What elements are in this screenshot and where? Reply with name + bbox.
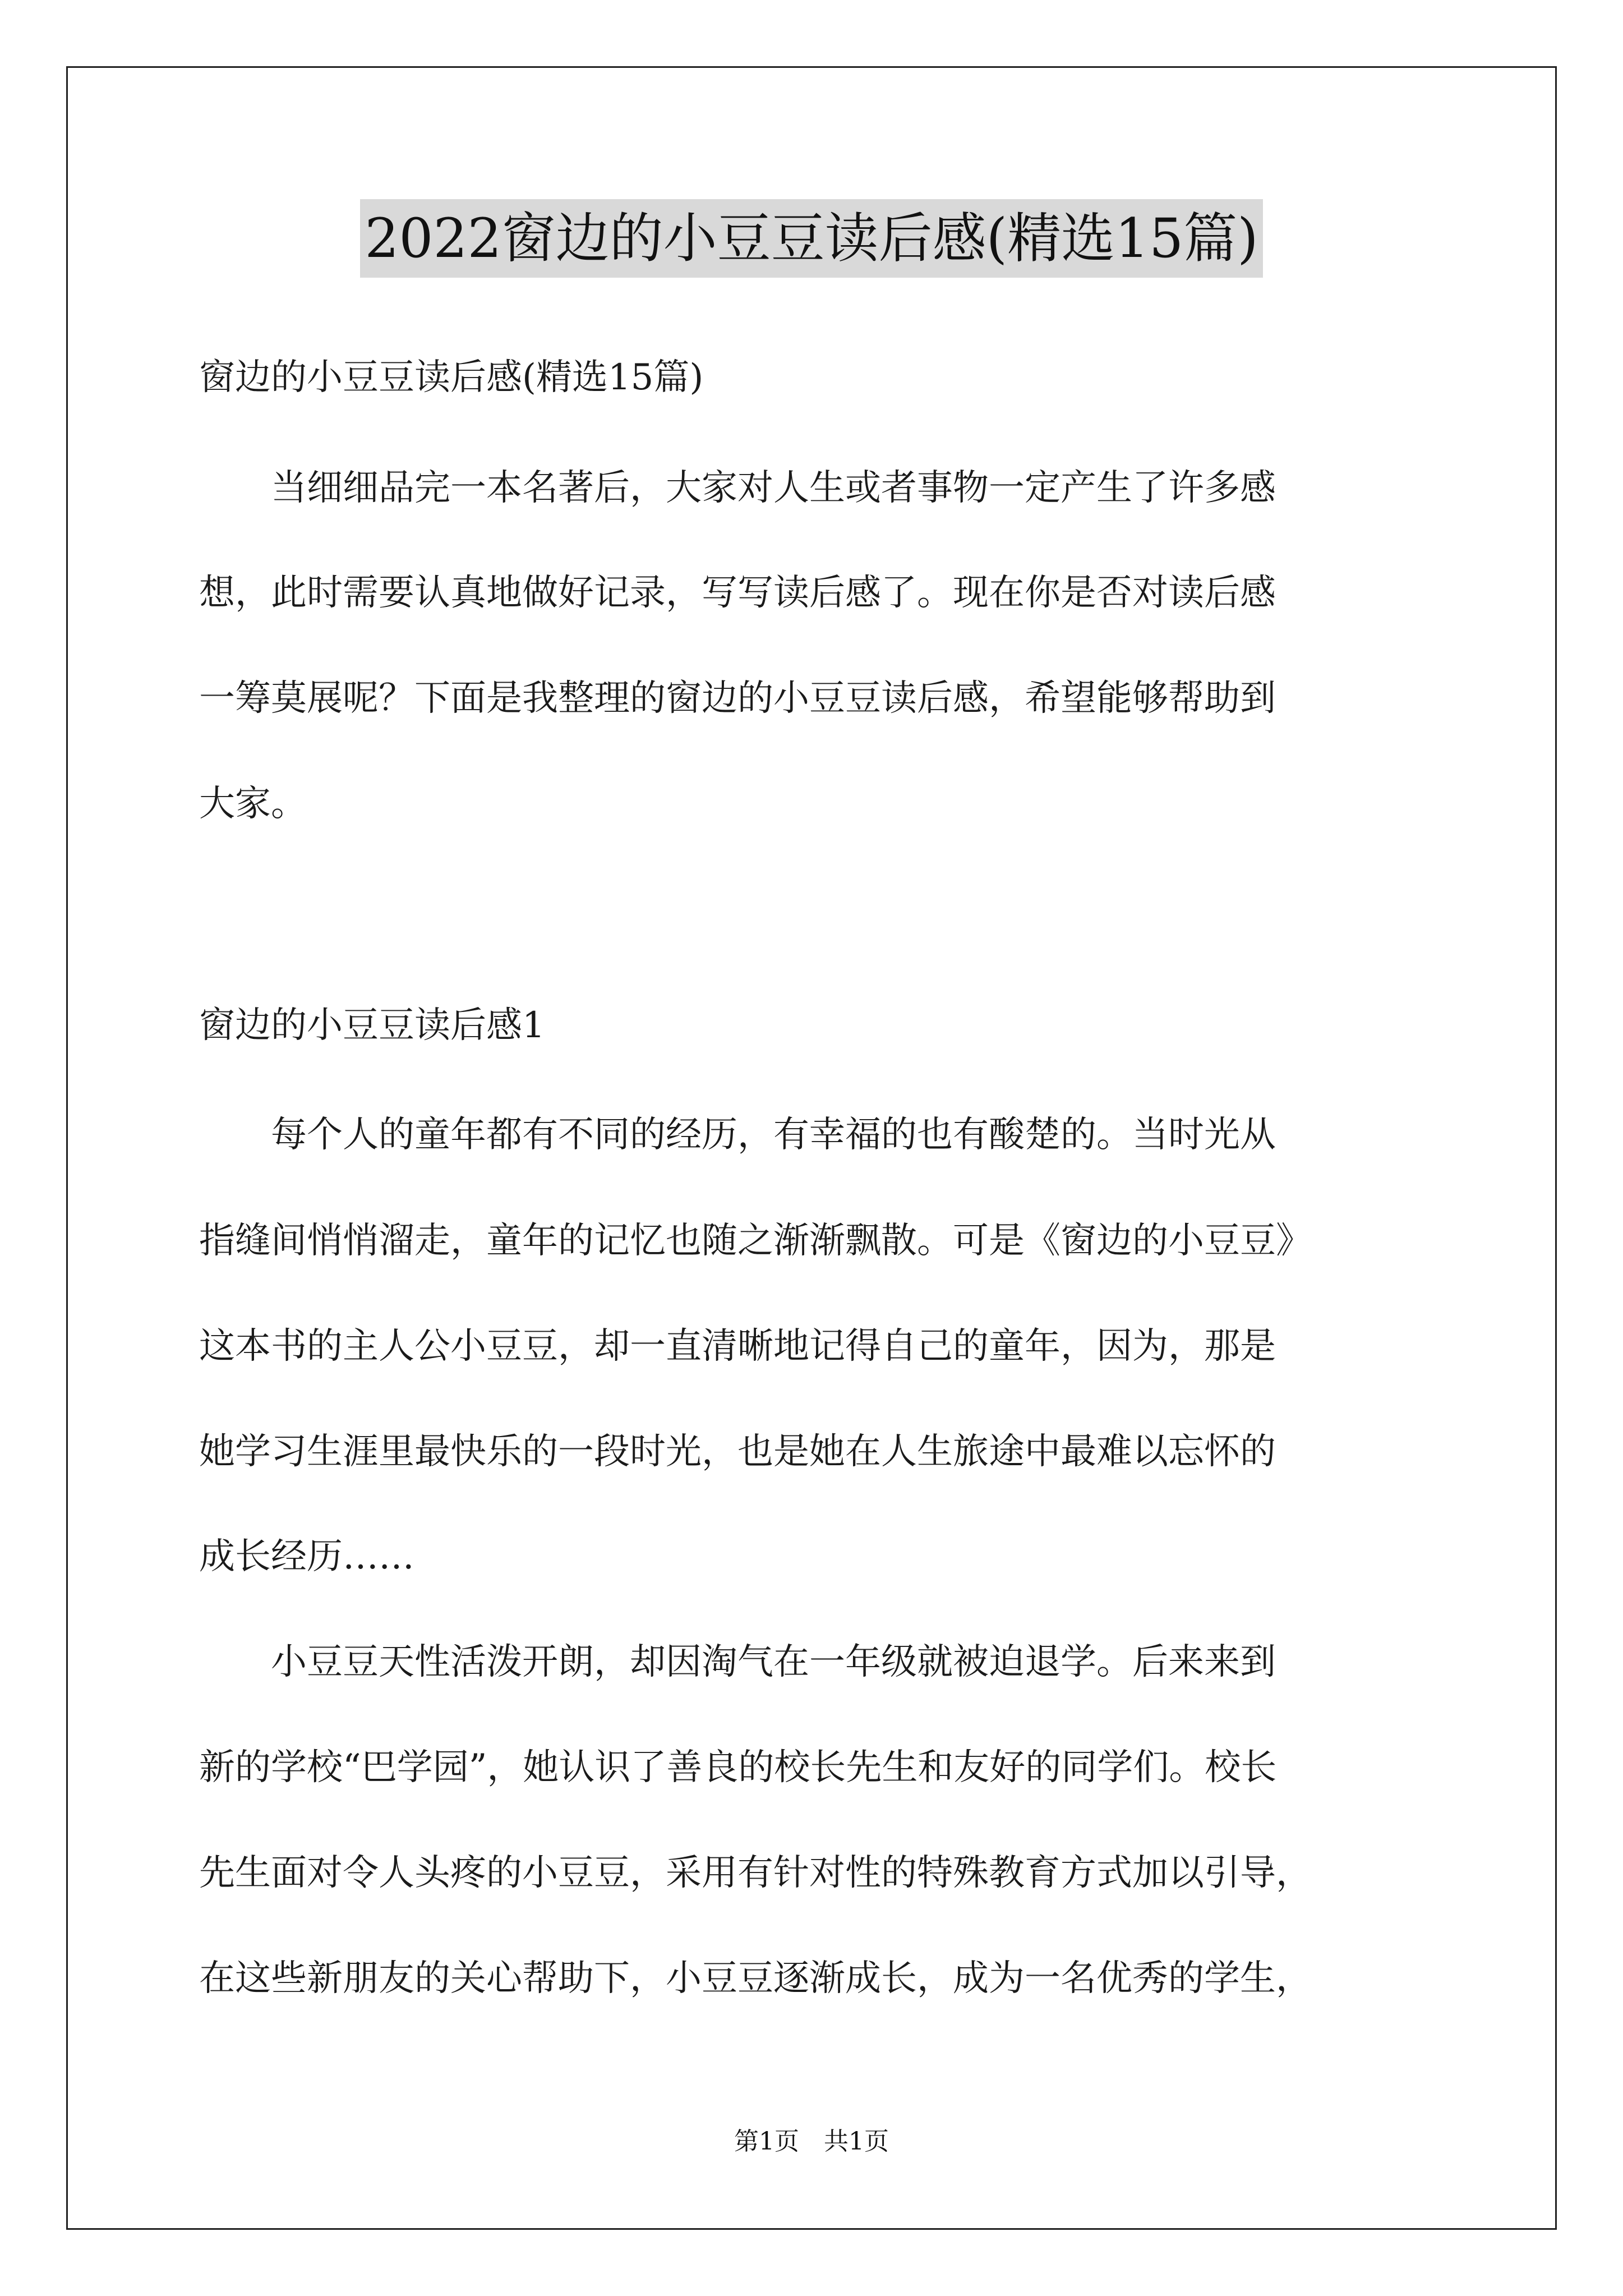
intro-line: 一筹莫展呢？下面是我整理的窗边的小豆豆读后感，希望能够帮助到 bbox=[199, 678, 1276, 719]
subtitle: 窗边的小豆豆读后感(精选15篇) bbox=[199, 357, 704, 398]
intro-line: 当细细品完一本名著后，大家对人生或者事物一定产生了许多感 bbox=[199, 467, 1276, 509]
paragraph-line: 先生面对令人头疼的小豆豆，采用有针对性的特殊教育方式加以引导， bbox=[199, 1852, 1312, 1894]
page-footer: 第1页 共1页 bbox=[734, 2127, 889, 2156]
paragraph-line: 新的学校“巴学园”，她认识了善良的校长先生和友好的同学们。校长 bbox=[199, 1747, 1277, 1788]
document-title: 2022窗边的小豆豆读后感(精选15篇) bbox=[360, 199, 1262, 278]
title-container bbox=[0, 199, 1623, 278]
paragraph-line: 在这些新朋友的关心帮助下，小豆豆逐渐成长，成为一名优秀的学生， bbox=[199, 1958, 1312, 1999]
intro-line: 大家。 bbox=[199, 783, 307, 825]
intro-line: 想，此时需要认真地做好记录，写写读后感了。现在你是否对读后感 bbox=[199, 572, 1276, 614]
paragraph-line: 指缝间悄悄溜走，童年的记忆也随之渐渐飘散。可是《窗边的小豆豆》 bbox=[199, 1220, 1312, 1262]
paragraph-line: 这本书的主人公小豆豆，却一直清晰地记得自己的童年，因为，那是 bbox=[199, 1326, 1276, 1367]
paragraph-line: 她学习生涯里最快乐的一段时光，也是她在人生旅途中最难以忘怀的 bbox=[199, 1431, 1276, 1473]
section-heading: 窗边的小豆豆读后感1 bbox=[199, 1005, 545, 1046]
paragraph-line: 每个人的童年都有不同的经历，有幸福的也有酸楚的。当时光从 bbox=[199, 1114, 1276, 1156]
paragraph-line: 成长经历…… bbox=[199, 1536, 414, 1577]
paragraph-line: 小豆豆天性活泼开朗，却因淘气在一年级就被迫退学。后来来到 bbox=[199, 1641, 1276, 1683]
